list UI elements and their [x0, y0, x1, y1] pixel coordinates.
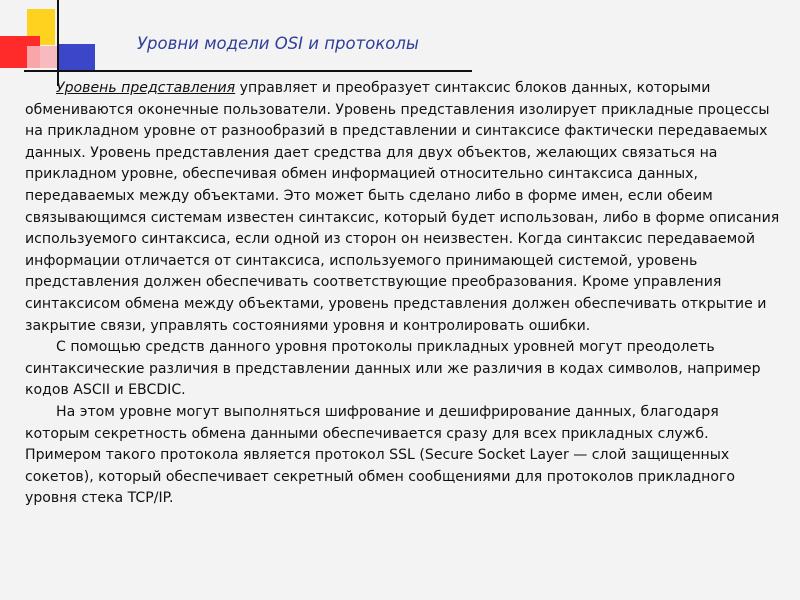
- paragraph-1-text: управляет и преобразует синтаксис блоков данных, которыми обмениваются оконечные пользователи. Уровень представления изолирует прикладные процессы на прикладном уровне от разнообразий в представлении и синтаксисе фактически передаваемых данных. Уровень представления дает средства для двух объектов, желающих связаться на прикладном уровне, обеспечивая обмен информацией относительно синтаксиса данных, передаваемых между объектами. Это может быть сделано либо в форме имен, если обеим связывающимся системам известен синтаксис, который будет использован, либо в форме описания используемого синтаксиса, если одной из сторон он неизвестен. Когда синтаксис передаваемой информации отличается от синтаксиса, используемого принимающей системой, уровень представления должен обеспечивать соответствующие преобразования. Кроме управления синтаксисом обмена между объектами, уровень представления должен обеспечивать открытие и закрытие связи, управлять состояниями уровня и контролировать ошибки.: [25, 80, 780, 334]
- paragraph-1: [25, 78, 786, 337]
- decor-blue-square: [57, 44, 95, 70]
- decor-pink-square: [27, 46, 57, 68]
- decor-vertical-line: [57, 0, 59, 86]
- paragraph-2-text: С помощью средств данного уровня протоколы прикладных уровней могут преодолеть синтаксические различия в представлении данных или же различия в кодах символов, например кодов ASCII и EBCDIC.: [25, 339, 761, 399]
- slide-body: [25, 78, 786, 510]
- paragraph-2: [25, 337, 786, 402]
- paragraph-1-lead: Уровень представления: [56, 80, 236, 96]
- decor-horizontal-line: [24, 70, 472, 72]
- paragraph-3: [25, 402, 786, 510]
- slide-title: Уровни модели OSI и протоколы: [137, 34, 419, 53]
- paragraph-3-text: На этом уровне могут выполняться шифрование и дешифрирование данных, благодаря которым секретность обмена данными обеспечивается сразу для всех прикладных служб. Примером такого протокола является протокол SSL (Secure Socket Layer — слой защищенных сокетов), который обеспечивает секретный обмен сообщениями для протоколов прикладного уровня стека TCP/IP.: [25, 403, 736, 507]
